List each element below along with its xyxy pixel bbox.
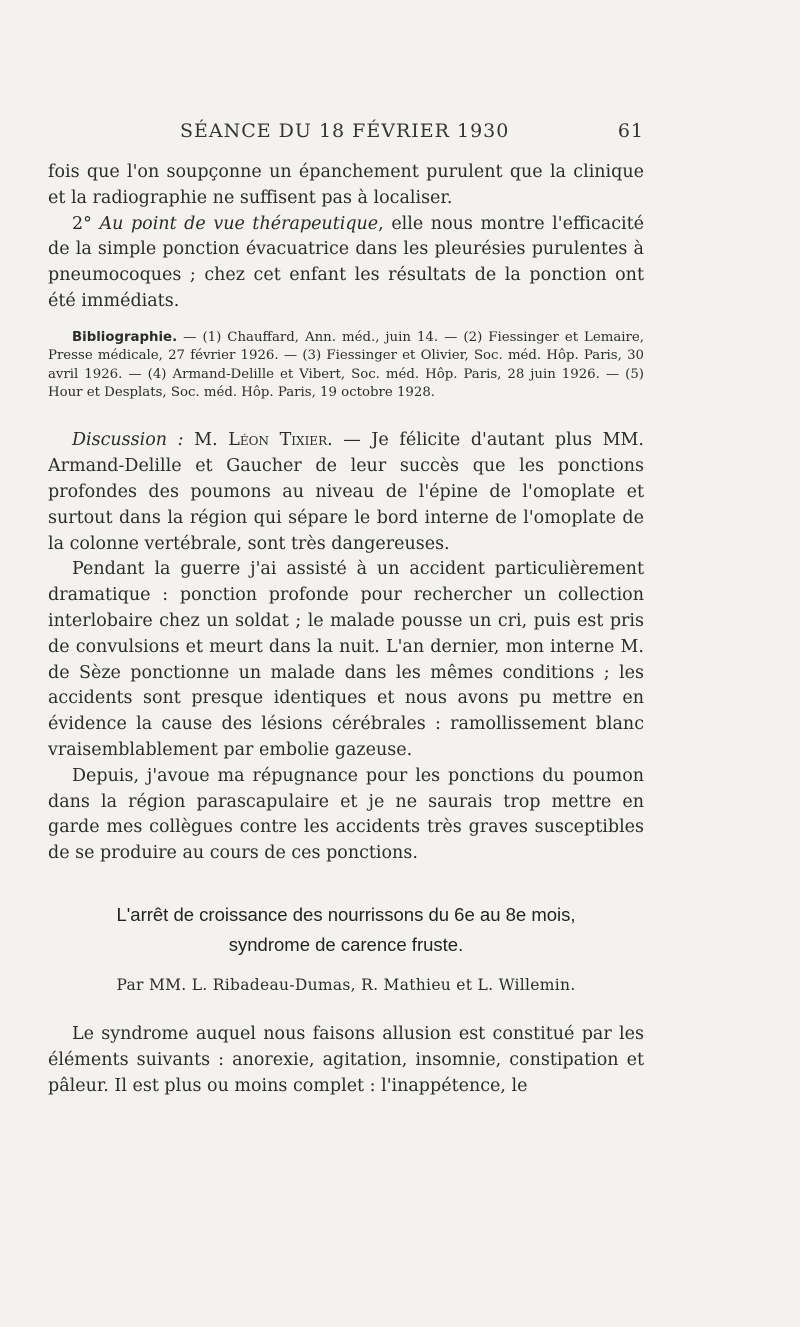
- bibliography-text: — (1) Chauffard, Ann. méd., juin 14. — (2) Fiessinger et Lemaire, Presse médicale, 27 février 1926. — (3) Fiessinger et Olivier, Soc. méd. Hôp. Paris, 30 avril 1926. — (4) Armand-Delille et Vibert, Soc. méd. Hôp. Paris, 28 juin 1926. — (5) Hour et Desplats, Soc. méd. Hôp. Paris, 19 octobre 1928.: [48, 329, 644, 400]
- paragraph-continuation: fois que l'on soupçonne un épanchement purulent que la clinique et la radiographie ne suffisent pas à localiser.: [48, 162, 644, 208]
- section-title-line-1: L'arrêt de croissance des nourrissons du 6e au 8e mois,: [116, 903, 576, 925]
- paragraph-therapeutic: [48, 212, 644, 315]
- section-title: [48, 900, 644, 960]
- section-title-line-2: syndrome de carence fruste.: [228, 933, 464, 955]
- discussion-paragraph-1: [48, 428, 644, 557]
- section-authors: Par MM. L. Ribadeau-Dumas, R. Mathieu et L. Willemin.: [116, 975, 576, 994]
- point-heading: Au point de vue thérapeutique: [99, 213, 379, 234]
- point-number: 2°: [72, 213, 100, 234]
- discussion-label: Discussion :: [72, 430, 184, 451]
- header-title: SÉANCE DU 18 FÉVRIER 1930: [180, 120, 510, 142]
- section-paragraph-1: Le syndrome auquel nous faisons allusion est constitué par les éléments suivants : anorexie, agitation, insomnie, constipation et pâleur. Il est plus ou moins complet : l'inappétence, le: [48, 1023, 644, 1096]
- bibliography: [48, 329, 644, 403]
- discussion-text-1: — Je félicite d'autant plus MM. Armand-Delille et Gaucher de leur succès que les ponctions profondes des poumons au niveau de l'épine de l'omoplate et surtout dans la région qui sépare le bord interne de l'omoplate de la colonne vertébrale, sont très dangereuses.: [48, 430, 644, 554]
- discussion-paragraph-3: Depuis, j'avoue ma répugnance pour les ponctions du poumon dans la région parascapulaire et je ne saurais trop mettre en garde mes collègues contre les accidents très graves susceptibles de se produire au cours de ces ponctions.: [48, 765, 644, 864]
- discussion-paragraph-2: Pendant la guerre j'ai assisté à un accident particulièrement dramatique : ponction profonde pour rechercher un collection interlobaire chez un soldat ; le malade pousse un cri, puis est pris de convulsions et meurt dans la nuit. L'an dernier, mon interne M. de Sèze ponctionne un malade dans les mêmes conditions ; les accidents sont presque identiques et nous avons pu mettre en évidence la cause des lésions cérébrales : ramollissement blanc vraisemblablement par embolie gazeuse.: [48, 559, 644, 760]
- discussion-speaker: M. Léon Tixier.: [183, 430, 333, 451]
- page-number: 61: [617, 120, 644, 142]
- point-text: , elle nous montre l'efficacité de la simple ponction évacuatrice dans les pleurésies purulentes à pneumocoques ; chez cet enfant les résultats de la ponction ont été immédiats.: [48, 213, 644, 311]
- bibliography-heading: Bibliographie.: [72, 329, 178, 345]
- article-body: [48, 160, 644, 1099]
